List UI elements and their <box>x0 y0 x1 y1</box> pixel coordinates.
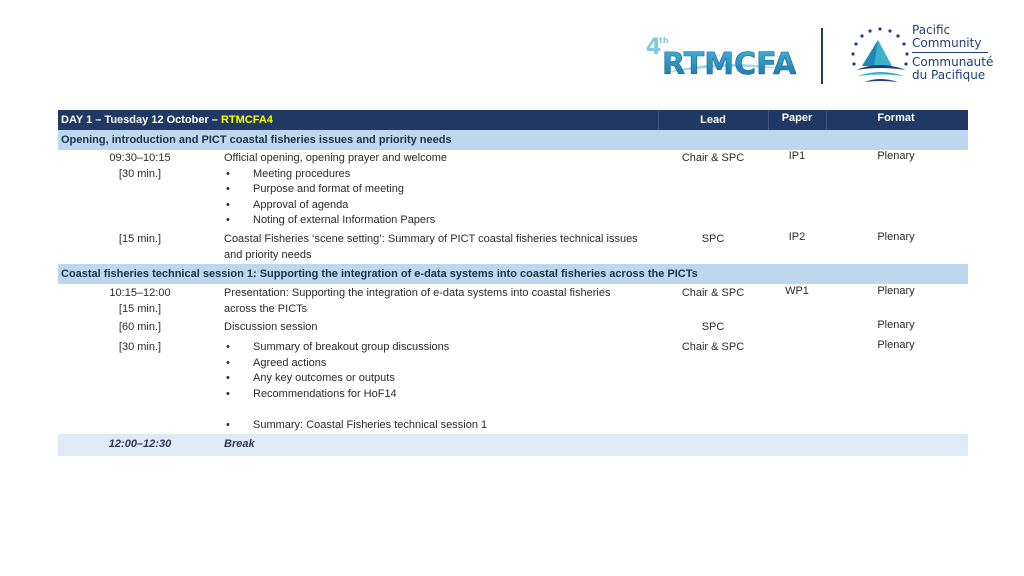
agenda-table <box>58 110 968 456</box>
duration: [15 min.] <box>118 233 162 245</box>
list-item: • Summary of breakout group discussions <box>224 340 664 356</box>
agenda-row <box>58 338 968 434</box>
lead-cell: Chair & SPC <box>681 287 745 299</box>
section-2-title: Coastal fisheries technical session 1: Supporting the integration of e-data systems into coastal fisheries across the PICTs <box>61 268 698 280</box>
paper-cell: IP2 <box>788 231 806 243</box>
time-range: 10:15–12:00 <box>109 287 171 299</box>
rtmcfa-prefix: 4 <box>646 35 662 60</box>
item-cell <box>224 340 664 433</box>
time-cell <box>58 286 222 317</box>
bullet-list <box>224 340 664 433</box>
list-item: • Meeting procedures <box>224 167 664 183</box>
format-cell: Plenary <box>877 285 915 297</box>
item-text: Discussion session <box>224 321 318 333</box>
time-cell <box>58 151 222 182</box>
format-cell: Plenary <box>877 231 915 243</box>
lead-cell: SPC <box>701 233 725 245</box>
item-cell <box>224 286 664 317</box>
duration: [30 min.] <box>118 341 162 353</box>
spc-line-1: Pacific <box>912 23 951 37</box>
format-cell: Plenary <box>877 339 915 351</box>
spc-emblem-icon <box>848 26 912 88</box>
break-row <box>58 434 968 456</box>
agenda-row <box>58 318 968 338</box>
agenda-row <box>58 230 968 264</box>
section-2-band <box>58 264 968 284</box>
item-cell <box>224 151 664 229</box>
rtmcfa-logo-graphic <box>640 26 800 86</box>
header-divider <box>826 110 827 130</box>
paper-cell: IP1 <box>788 150 806 162</box>
logo-divider <box>821 28 823 84</box>
item-text: Official opening, opening prayer and welcome <box>224 152 447 164</box>
break-time: 12:00–12:30 <box>108 438 172 450</box>
paper-cell: WP1 <box>785 285 809 297</box>
agenda-row <box>58 150 968 230</box>
list-item: • Agreed actions <box>224 356 664 372</box>
item-cell <box>224 232 664 263</box>
section-1-band <box>58 130 968 150</box>
format-cell: Plenary <box>877 150 915 162</box>
lead-cell: Chair & SPC <box>681 341 745 353</box>
spc-logo <box>848 24 998 88</box>
spc-wordmark <box>912 24 993 81</box>
agenda-row <box>58 284 968 318</box>
spc-rule <box>912 52 988 53</box>
day-title-highlight: RTMCFA4 <box>220 114 273 126</box>
header-paper: Paper <box>781 112 813 124</box>
lead-cell: SPC <box>701 321 725 333</box>
format-cell: Plenary <box>877 319 915 331</box>
item-text-line: and priority needs <box>224 248 312 261</box>
header-lead: Lead <box>700 114 726 126</box>
duration: [60 min.] <box>118 321 162 333</box>
list-item: • Recommendations for HoF14 <box>224 387 664 403</box>
section-1-title: Opening, introduction and PICT coastal fisheries issues and priority needs <box>61 134 452 146</box>
list-item: • Noting of external Information Papers <box>224 213 664 229</box>
spc-line-2: Community <box>912 35 982 50</box>
item-text-line: Coastal Fisheries ‘scene setting’: Summary of PICT coastal fisheries technical issues <box>224 233 638 245</box>
list-item: • Purpose and format of meeting <box>224 182 664 198</box>
day-title-main: DAY 1 – Tuesday 12 October – <box>61 114 221 126</box>
rtmcfa-prefix-sup: th <box>659 36 669 45</box>
header-format: Format <box>877 112 915 124</box>
day-title <box>61 114 273 126</box>
rtmcfa-logo <box>640 26 800 86</box>
lead-cell: Chair & SPC <box>681 152 745 164</box>
list-item: • Any key outcomes or outputs <box>224 371 664 387</box>
time-range: 09:30–10:15 <box>109 152 171 164</box>
list-item: • Summary: Coastal Fisheries technical session 1 <box>224 418 664 434</box>
bullet-list <box>224 167 664 229</box>
item-text-line: across the PICTs <box>224 302 308 315</box>
agenda-header <box>58 110 968 130</box>
spc-line-4: du Pacifique <box>912 67 986 82</box>
list-item: • Approval of agenda <box>224 198 664 214</box>
rtmcfa-text: RTMCFA <box>662 47 797 82</box>
spc-line-3: Communauté <box>912 55 994 69</box>
break-label: Break <box>224 438 255 450</box>
duration: [15 min.] <box>118 302 162 315</box>
item-text-line: Presentation: Supporting the integration of e-data systems into coastal fisheries <box>224 287 611 299</box>
duration: [30 min.] <box>118 167 162 180</box>
